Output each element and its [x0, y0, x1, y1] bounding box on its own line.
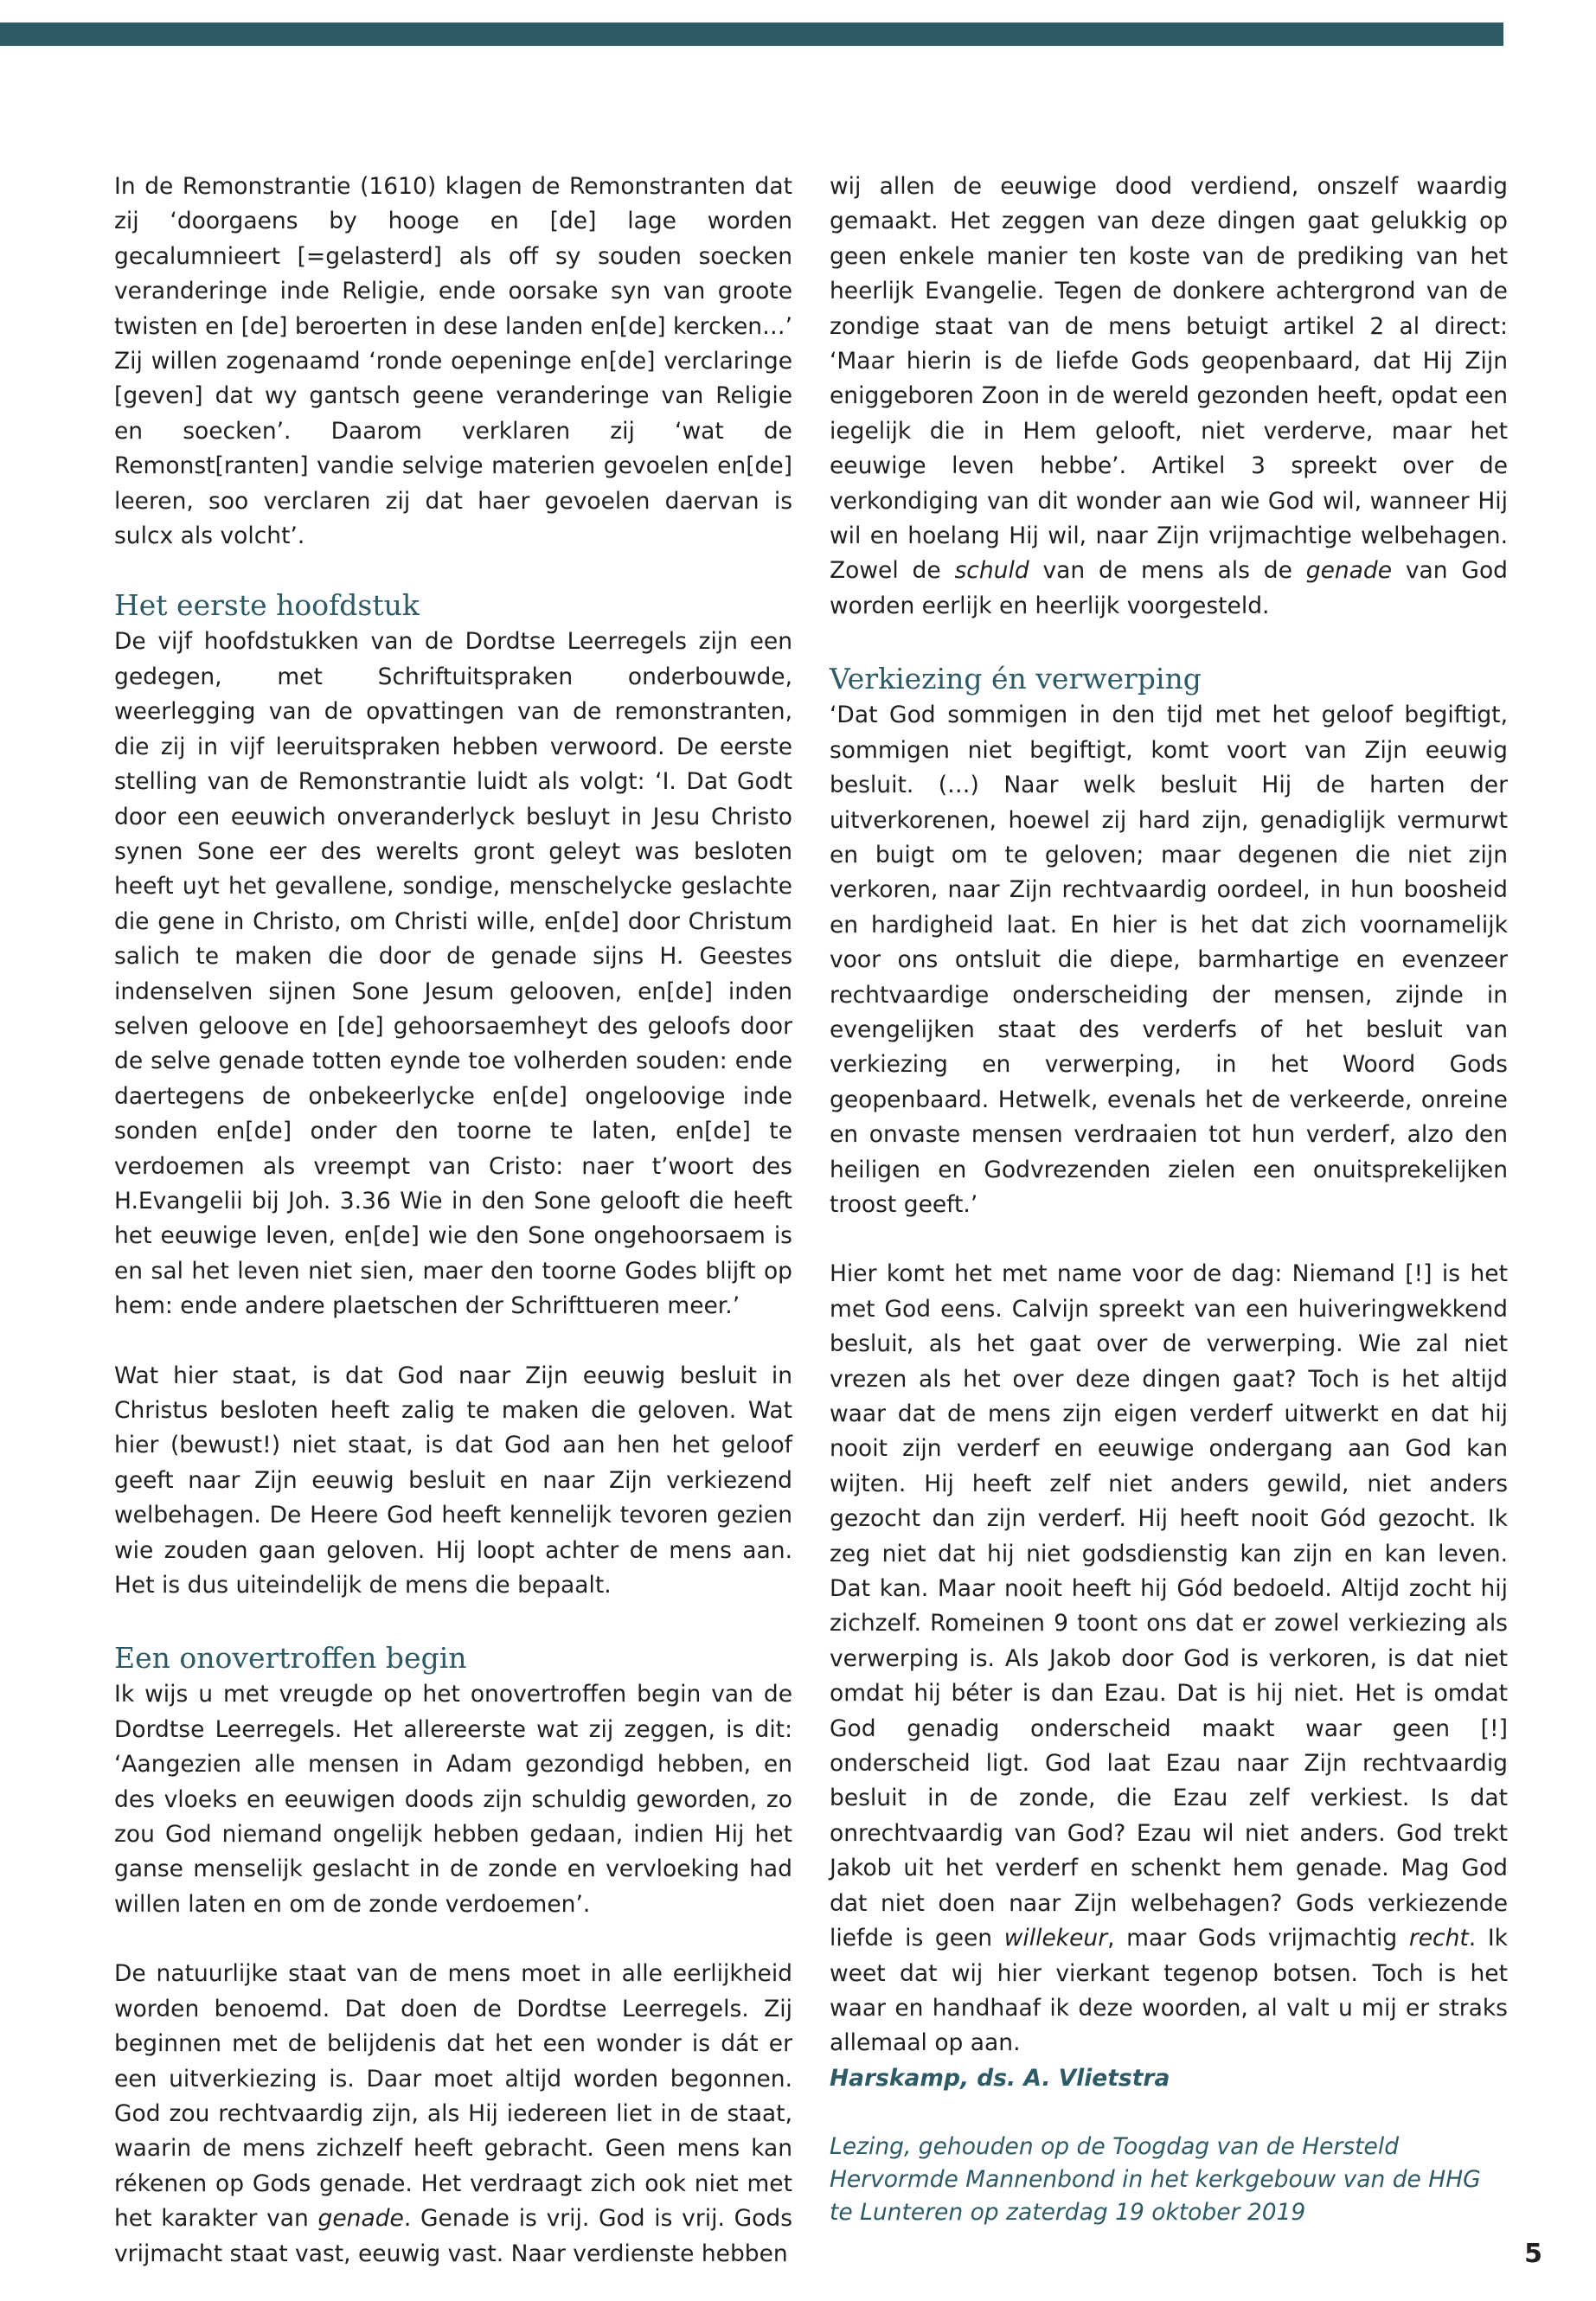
section-heading: Het eerste hoofdstuk: [114, 588, 420, 623]
paragraph: ‘Dat God sommigen in den tijd met het geloof begiftigt, sommigen niet begiftigt, komt voort van Zijn eeuwig besluit. (…) Naar welk besluit Hij de harten der uitverkorenen, hoewel zij hard zijn, genadiglijk vermurwt en buigt om te geloven; maar degenen die niet zijn verkoren, naar Zijn rechtvaardig oordeel, in hun boosheid en hardigheid laat. En hier is het dat zich voornamelijk voor ons ontsluit die diepe, barmhartige en evenzeer rechtvaardige onderscheiding der mensen, zijnde in evengelijken staat des verderfs of het besluit van verkiezing en verwerping, in het Woord Gods geopenbaard. Hetwelk, evenals het de verkeerde, onreine en onvaste mensen verdraaien tot hun verderf, alzo den heiligen en Godvrezenden zielen een onuitsprekelijken troost geeft.’: [830, 702, 1508, 1218]
paragraph: De natuurlijke staat van de mens moet in alle eerlijkheid worden benoemd. Dat doen de Dordtse Leerregels. Zij beginnen met de belijdenis dat het een wonder is dát er een uitverkiezing is. Daar moet altijd worden begonnen. God zou rechtvaardig zijn, als Hij iedereen liet in de staat, waarin de mens zichzelf heeft gebracht. Geen mens kan rékenen op Gods genade. Het verdraagt zich ook niet met het karakter van genade. Genade is vrij. God is vrij. Gods vrijmacht staat vast, eeuwig vast. Naar verdienste hebben: [114, 1960, 793, 2267]
header-bar: [0, 22, 1503, 46]
page-number: 5: [1524, 2239, 1542, 2269]
author-signature: Harskamp, ds. A. Vlietstra: [830, 2064, 1170, 2092]
section-heading: Een onovertroffen begin: [114, 1641, 467, 1676]
section-heading: Verkiezing én verwerping: [830, 662, 1202, 696]
lecture-footnote: Lezing, gehouden op de Toogdag van de Hersteld Hervormde Mannenbond in het kerkgebouw van de HHG te Lunteren op zaterdag 19 oktober 2019: [830, 2133, 1481, 2227]
paragraph: Hier komt het met name voor de dag: Niemand [!] is het met God eens. Calvijn spreekt van een huiveringwekkend besluit, als het gaat over de verwerping. Wie zal niet vrezen als het over deze dingen gaat? Toch is het altijd waar dat de mens zijn eigen verderf uitwerkt en dat hij nooit zijn verderf en eeuwige ondergang aan God kan wijten. Hij heeft zelf niet anders gewild, niet anders gezocht dan zijn verderf. Hij heeft nooit Gód gezocht. Ik zeg niet dat hij niet godsdienstig kan zijn en kan leven. Dat kan. Maar nooit heeft hij Gód bedoeld. Altijd zocht hij zichzelf. Romeinen 9 toont ons dat er zowel verkiezing als verwerping is. Als Jakob door God is verkoren, is dat niet omdat hij béter is dan Ezau. Dat is hij niet. Het is omdat God genadig onderscheid maakt waar geen [!] onderscheid ligt. God laat Ezau naar Zijn rechtvaardig besluit in de zonde, die Ezau zelf verkiest. Is dat onrechtvaardig van God? Ezau wil niet anders. God trekt Jakob uit het verderf en schenkt hem genade. Mag God dat niet doen naar Zijn welbehagen? Gods verkiezende liefde is geen willekeur, maar Gods vrijmachtig recht. Ik weet dat wij hier vierkant tegenop botsen. Toch is het waar en handhaaf ik deze woorden, al valt u mij er straks allemaal op aan.: [830, 1260, 1508, 2057]
paragraph: Wat hier staat, is dat God naar Zijn eeuwig besluit in Christus besloten heeft zalig te maken die geloven. Wat hier (bewust!) niet staat, is dat God aan hen het geloof geeft naar Zijn eeuwig besluit en naar Zijn verkiezend welbehagen. De Heere God heeft kennelijk tevoren gezien wie zouden gaan geloven. Hij loopt achter de mens aan. Het is dus uiteindelijk de mens die bepaalt.: [114, 1362, 792, 1599]
paragraph: wij allen de eeuwige dood verdiend, onszelf waardig gemaakt. Het zeggen van deze dingen gaat gelukkig op geen enkele manier ten koste van de prediking van het heerlijk Evangelie. Tegen de donkere achtergrond van de zondige staat van de mens betuigt artikel 2 al direct: ‘Maar hierin is de liefde Gods geopenbaard, dat Hij Zijn eniggeboren Zoon in de wereld gezonden heeft, opdat een iegelijk die in Hem gelooft, niet verderve, maar het eeuwige leven hebbe’. Artikel 3 spreekt over de verkondiging van dit wonder aan wie God wil, wanneer Hij wil en hoelang Hij wil, naar Zijn vrijmachtige welbehagen. Zowel de schuld van de mens als de genade van God worden eerlijk en heerlijk voorgesteld.: [830, 173, 1508, 619]
paragraph: De vijf hoofdstukken van de Dordtse Leerregels zijn een gedegen, met Schriftuitspraken onderbouwde, weerlegging van de opvattingen van de remonstranten, die zij in vijf leeruitspraken hebben verwoord. De eerste stelling van de Remonstrantie luidt als volgt: ‘I. Dat Godt door een eeuwich onveranderlyck besluyt in Jesu Christo synen Sone eer des werelts gront geleyt was besloten heeft uyt het gevallene, sondige, menschelycke geslachte die gene in Christo, om Christi wille, en[de] door Christum salich te maken die door de genade sijns H. Geestes indenselven sijnen Sone Jesum gelooven, en[de] inden selven geloove en [de] gehoorsaemheyt des geloofs door de selve genade totten eynde toe volherden souden: ende daertegens de onbekeerlycke en[de] ongeloovige inde sonden en[de] onder den toorne te laten, en[de] te verdoemen als vreempt van Cristo: naer t’woort des H.Evangelii bij Joh. 3.36 Wie in den Sone gelooft die heeft het eeuwige leven, en[de] wie den Sone ongehoorsaem is en sal het leven niet sien, maer den toorne Godes blijft op hem: ende andere plaetschen der Schrifttueren meer.’: [114, 628, 792, 1320]
right-column: [830, 170, 1508, 2264]
paragraph: In de Remonstrantie (1610) klagen de Remonstranten dat zij ‘doorgaens by hooge en [de] lage worden gecalumnieert [=gelasterd] als off sy souden soecken veranderinge inde Religie, ende oorsake syn van groote twisten en [de] beroerten in dese landen en[de] kercken…’ Zij willen zogenaamd ‘ronde oepeninge en[de] verclaringe [geven] dat wy gantsch geene veranderinge van Religie en soecken’. Daarom verklaren zij ‘wat de Remonst[ranten] vandie selvige materien gevoelen en[de] leeren, soo verclaren zij dat haer gevoelen daervan is sulcx als volcht’.: [114, 173, 792, 550]
paragraph: Ik wijs u met vreugde op het onovertroffen begin van de Dordtse Leerregels. Het allereerste wat zij zeggen, is dit: ‘Aangezien alle mensen in Adam gezondigd hebben, en des vloeks en eeuwigen doods zijn schuldig geworden, zo zou God niemand ongelijk hebben gedaan, indien Hij het ganse menselijk geslacht in de zonde en vervloeking had willen laten en om de zonde verdoemen’.: [114, 1681, 792, 1918]
left-column: [114, 170, 792, 2272]
